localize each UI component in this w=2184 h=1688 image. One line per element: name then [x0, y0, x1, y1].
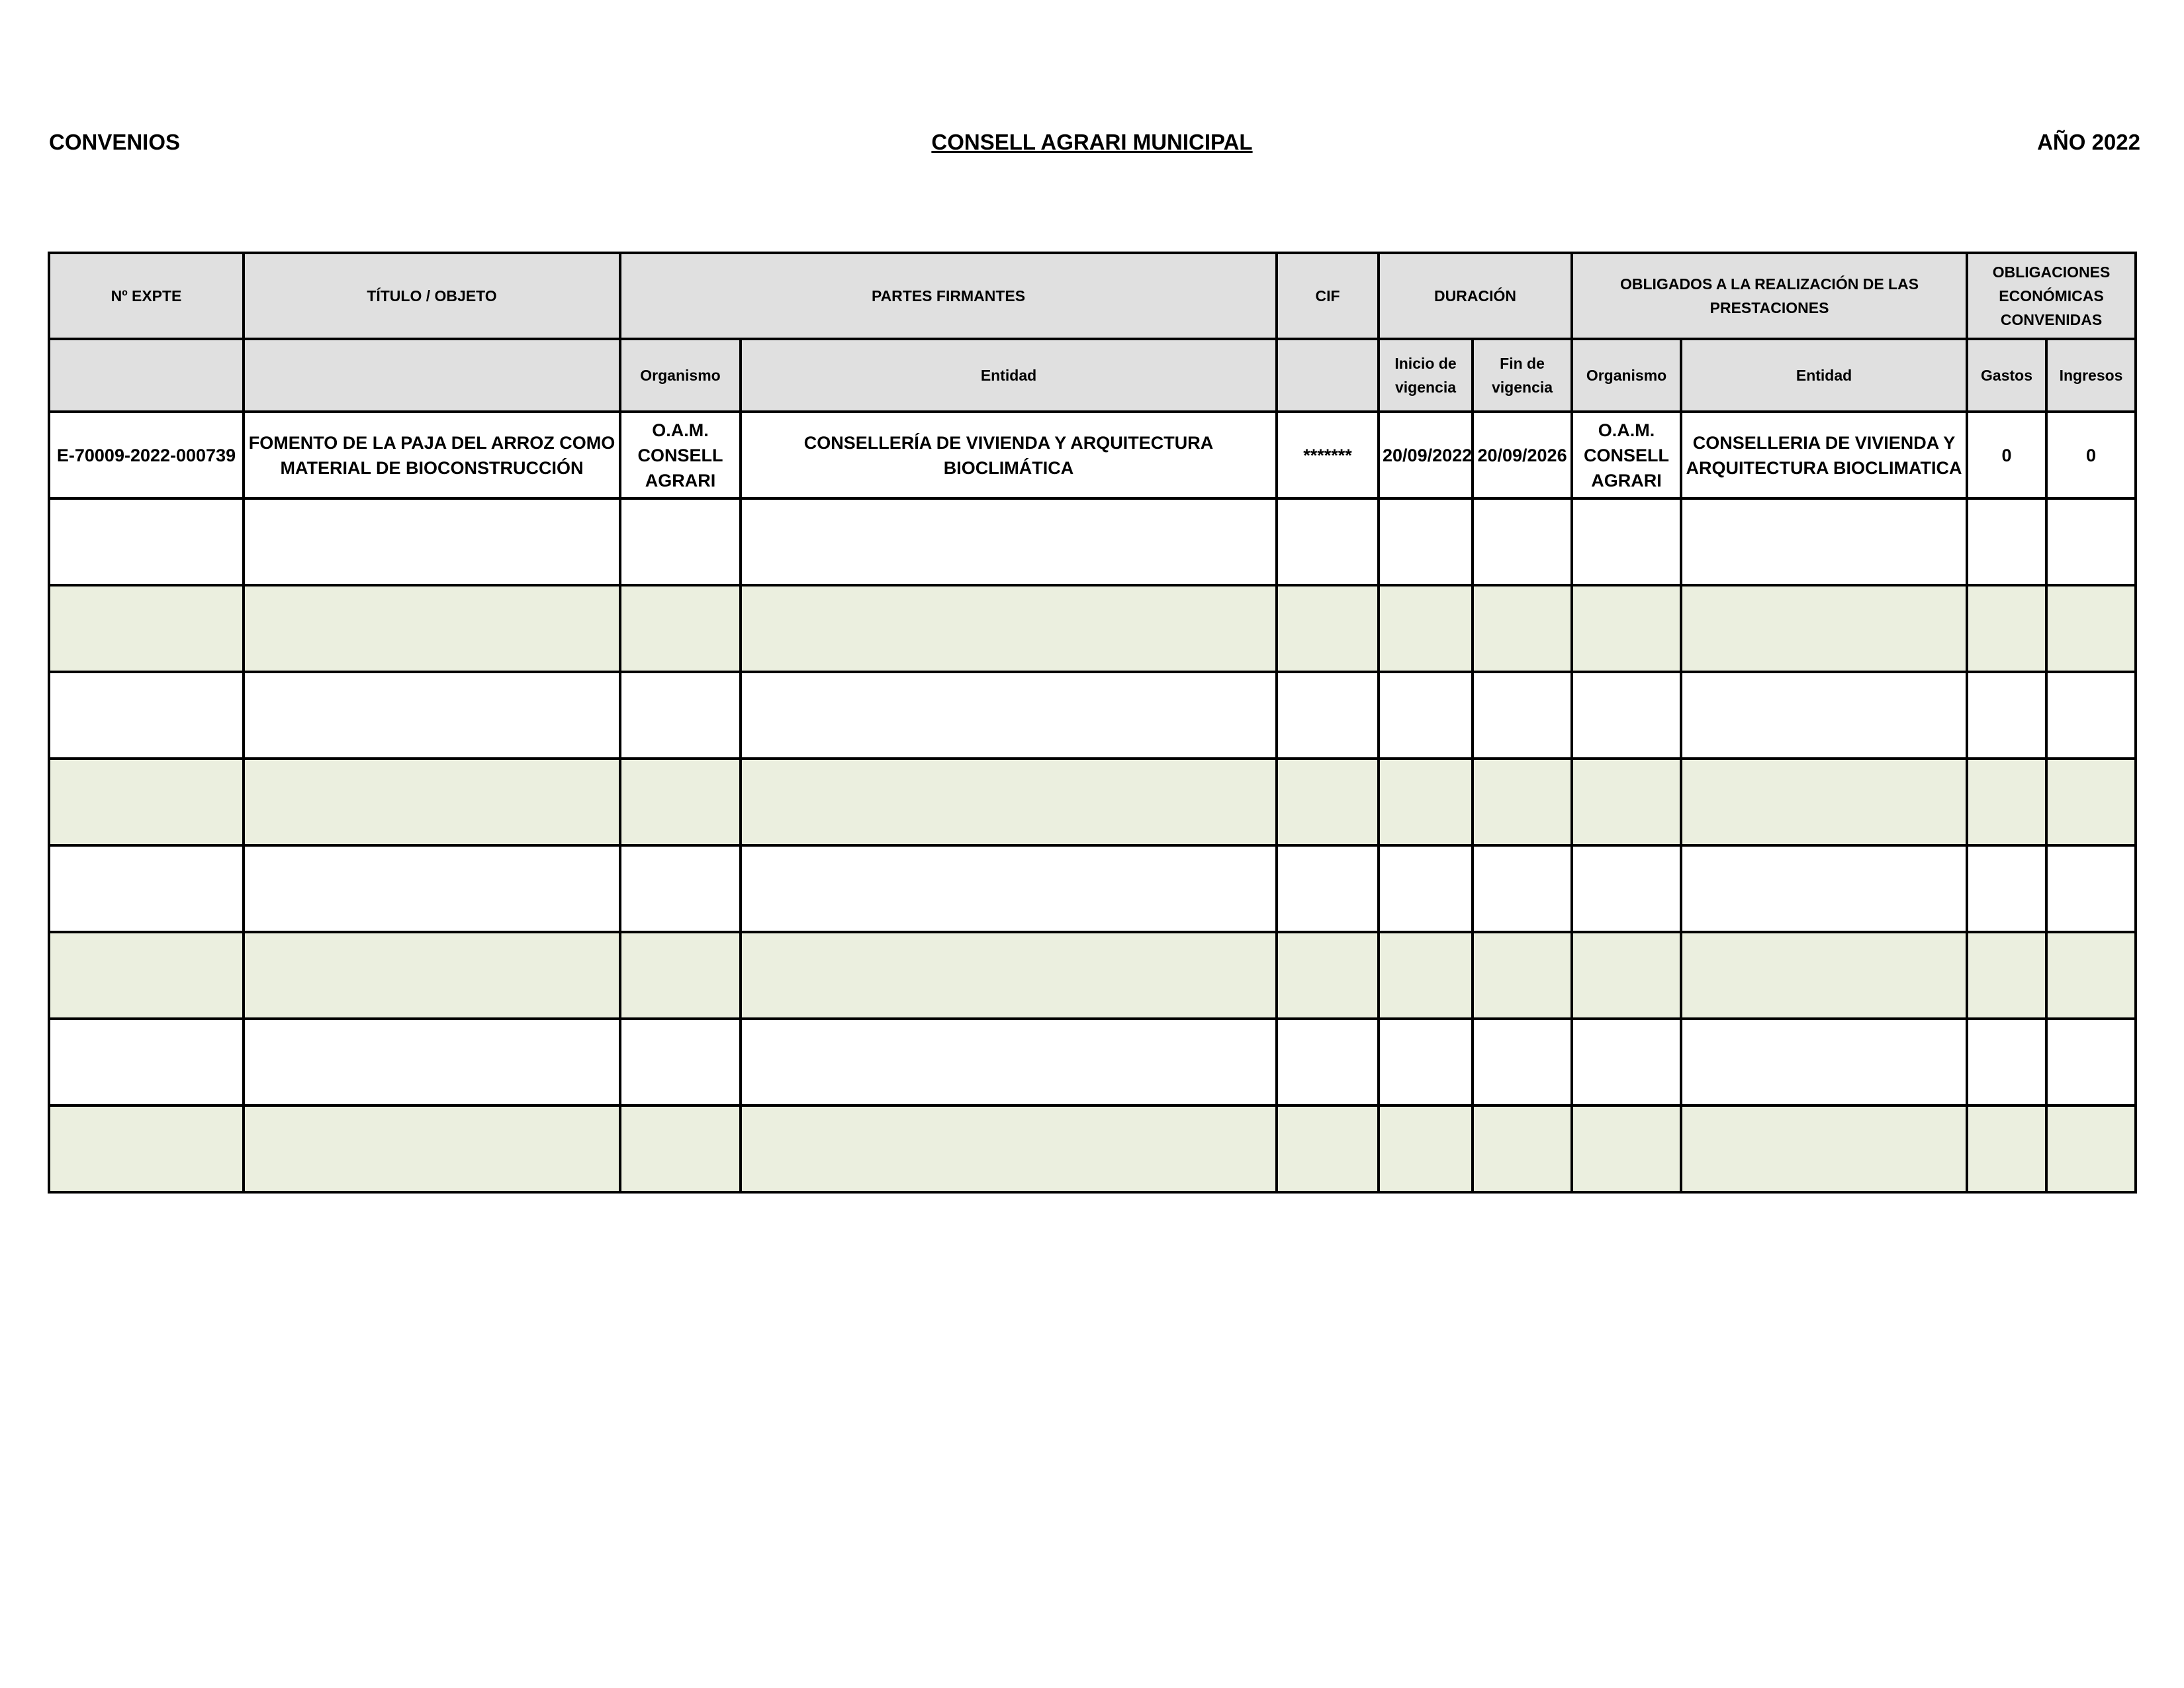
empty-cell — [741, 845, 1277, 932]
empty-cell — [1379, 1019, 1473, 1105]
table-row-empty — [49, 845, 2136, 932]
doc-year: AÑO 2022 — [2037, 130, 2140, 154]
cell-inicio: 20/09/2022 — [1379, 412, 1473, 498]
cell-obligados-entidad: CONSELLERIA DE VIVIENDA Y ARQUITECTURA BIOCLIMATICA — [1681, 412, 1967, 498]
empty-cell — [741, 585, 1277, 672]
empty-cell — [1572, 1105, 1681, 1192]
empty-cell — [620, 1019, 741, 1105]
empty-cell — [1967, 932, 2046, 1019]
empty-cell — [620, 585, 741, 672]
empty-cell — [1572, 585, 1681, 672]
empty-cell — [1473, 672, 1572, 759]
table-row-empty — [49, 1105, 2136, 1192]
empty-cell — [2046, 932, 2136, 1019]
empty-cell — [1681, 585, 1967, 672]
table-row-empty — [49, 759, 2136, 845]
empty-cell — [741, 759, 1277, 845]
cell-gastos: 0 — [1967, 412, 2046, 498]
empty-cell — [1379, 932, 1473, 1019]
cell-titulo: FOMENTO DE LA PAJA DEL ARROZ COMO MATERIAL DE BIOCONSTRUCCIÓN — [244, 412, 620, 498]
empty-cell — [2046, 1019, 2136, 1105]
empty-cell — [620, 498, 741, 585]
col-header-duracion: DURACIÓN — [1379, 253, 1572, 339]
empty-cell — [49, 498, 244, 585]
empty-cell — [620, 845, 741, 932]
empty-cell — [1967, 759, 2046, 845]
col-header-partes: PARTES FIRMANTES — [620, 253, 1277, 339]
empty-cell — [244, 845, 620, 932]
empty-cell — [1681, 1019, 1967, 1105]
empty-cell — [620, 759, 741, 845]
empty-cell — [1277, 932, 1379, 1019]
subheader-ingresos: Ingresos — [2046, 339, 2136, 412]
empty-cell — [620, 672, 741, 759]
empty-cell — [1379, 845, 1473, 932]
cell-fin: 20/09/2026 — [1473, 412, 1572, 498]
empty-cell — [741, 498, 1277, 585]
empty-cell — [1967, 498, 2046, 585]
empty-cell — [1473, 1019, 1572, 1105]
table-row-empty — [49, 585, 2136, 672]
empty-cell — [1681, 498, 1967, 585]
convenios-table — [48, 252, 2137, 1194]
empty-cell — [1967, 845, 2046, 932]
table-row-empty — [49, 672, 2136, 759]
subheader-empty — [49, 339, 244, 412]
subheader-empty — [1277, 339, 1379, 412]
subheader-partes-organismo: Organismo — [620, 339, 741, 412]
empty-cell — [1277, 759, 1379, 845]
doc-category: CONVENIOS — [49, 130, 181, 154]
empty-cell — [1277, 1019, 1379, 1105]
empty-cell — [49, 932, 244, 1019]
cell-ingresos: 0 — [2046, 412, 2136, 498]
empty-cell — [244, 498, 620, 585]
page-title: CONSELL AGRARI MUNICIPAL — [931, 130, 1253, 154]
empty-cell — [1967, 1019, 2046, 1105]
col-header-titulo: TÍTULO / OBJETO — [244, 253, 620, 339]
col-header-expte: Nº EXPTE — [49, 253, 244, 339]
cell-partes-entidad: CONSELLERÍA DE VIVIENDA Y ARQUITECTURA BIOCLIMÁTICA — [741, 412, 1277, 498]
empty-cell — [2046, 585, 2136, 672]
empty-cell — [1277, 845, 1379, 932]
empty-cell — [620, 1105, 741, 1192]
empty-cell — [49, 672, 244, 759]
empty-cell — [2046, 845, 2136, 932]
empty-cell — [1473, 585, 1572, 672]
empty-cell — [49, 1105, 244, 1192]
empty-cell — [741, 932, 1277, 1019]
empty-cell — [741, 1019, 1277, 1105]
empty-cell — [1572, 1019, 1681, 1105]
empty-cell — [1277, 1105, 1379, 1192]
empty-cell — [1681, 759, 1967, 845]
subheader-partes-entidad: Entidad — [741, 339, 1277, 412]
table-row-empty — [49, 498, 2136, 585]
empty-cell — [49, 1019, 244, 1105]
empty-cell — [1967, 585, 2046, 672]
empty-cell — [1473, 1105, 1572, 1192]
empty-cell — [1277, 672, 1379, 759]
table-row-empty — [49, 932, 2136, 1019]
empty-cell — [1572, 498, 1681, 585]
empty-cell — [1379, 672, 1473, 759]
empty-cell — [1967, 1105, 2046, 1192]
empty-cell — [1572, 845, 1681, 932]
empty-cell — [1681, 1105, 1967, 1192]
empty-cell — [2046, 1105, 2136, 1192]
empty-cell — [1572, 759, 1681, 845]
empty-cell — [741, 672, 1277, 759]
empty-cell — [2046, 498, 2136, 585]
subheader-gastos: Gastos — [1967, 339, 2046, 412]
subheader-empty — [244, 339, 620, 412]
subheader-obligados-organismo: Organismo — [1572, 339, 1681, 412]
empty-cell — [49, 845, 244, 932]
subheader-inicio: Inicio de vigencia — [1379, 339, 1473, 412]
cell-partes-organismo: O.A.M. CONSELL AGRARI — [620, 412, 741, 498]
empty-cell — [1277, 498, 1379, 585]
col-header-obligados: OBLIGADOS A LA REALIZACIÓN DE LAS PRESTACIONES — [1572, 253, 1967, 339]
empty-cell — [620, 932, 741, 1019]
subheader-fin: Fin de vigencia — [1473, 339, 1572, 412]
empty-cell — [244, 672, 620, 759]
empty-cell — [244, 932, 620, 1019]
col-header-obligaciones: OBLIGACIONES ECONÓMICAS CONVENIDAS — [1967, 253, 2136, 339]
empty-cell — [1572, 672, 1681, 759]
table-row-empty — [49, 1019, 2136, 1105]
empty-cell — [244, 1019, 620, 1105]
empty-cell — [1379, 1105, 1473, 1192]
empty-cell — [1681, 932, 1967, 1019]
empty-cell — [49, 759, 244, 845]
empty-cell — [1379, 585, 1473, 672]
empty-cell — [2046, 672, 2136, 759]
subheader-obligados-entidad: Entidad — [1681, 339, 1967, 412]
empty-cell — [1681, 672, 1967, 759]
empty-cell — [2046, 759, 2136, 845]
empty-cell — [49, 585, 244, 672]
empty-cell — [244, 759, 620, 845]
empty-cell — [1379, 498, 1473, 585]
empty-cell — [1277, 585, 1379, 672]
table-row — [49, 412, 2136, 498]
empty-cell — [1967, 672, 2046, 759]
table-header-row — [49, 253, 2136, 339]
empty-cell — [244, 1105, 620, 1192]
cell-obligados-organismo: O.A.M. CONSELL AGRARI — [1572, 412, 1681, 498]
empty-cell — [1379, 759, 1473, 845]
empty-cell — [1473, 932, 1572, 1019]
empty-cell — [1681, 845, 1967, 932]
empty-cell — [244, 585, 620, 672]
table-subheader-row — [49, 339, 2136, 412]
empty-cell — [1473, 759, 1572, 845]
empty-cell — [1473, 845, 1572, 932]
cell-cif: ******* — [1277, 412, 1379, 498]
col-header-cif: CIF — [1277, 253, 1379, 339]
empty-cell — [1572, 932, 1681, 1019]
empty-cell — [741, 1105, 1277, 1192]
cell-expte: E-70009-2022-000739 — [49, 412, 244, 498]
empty-cell — [1473, 498, 1572, 585]
